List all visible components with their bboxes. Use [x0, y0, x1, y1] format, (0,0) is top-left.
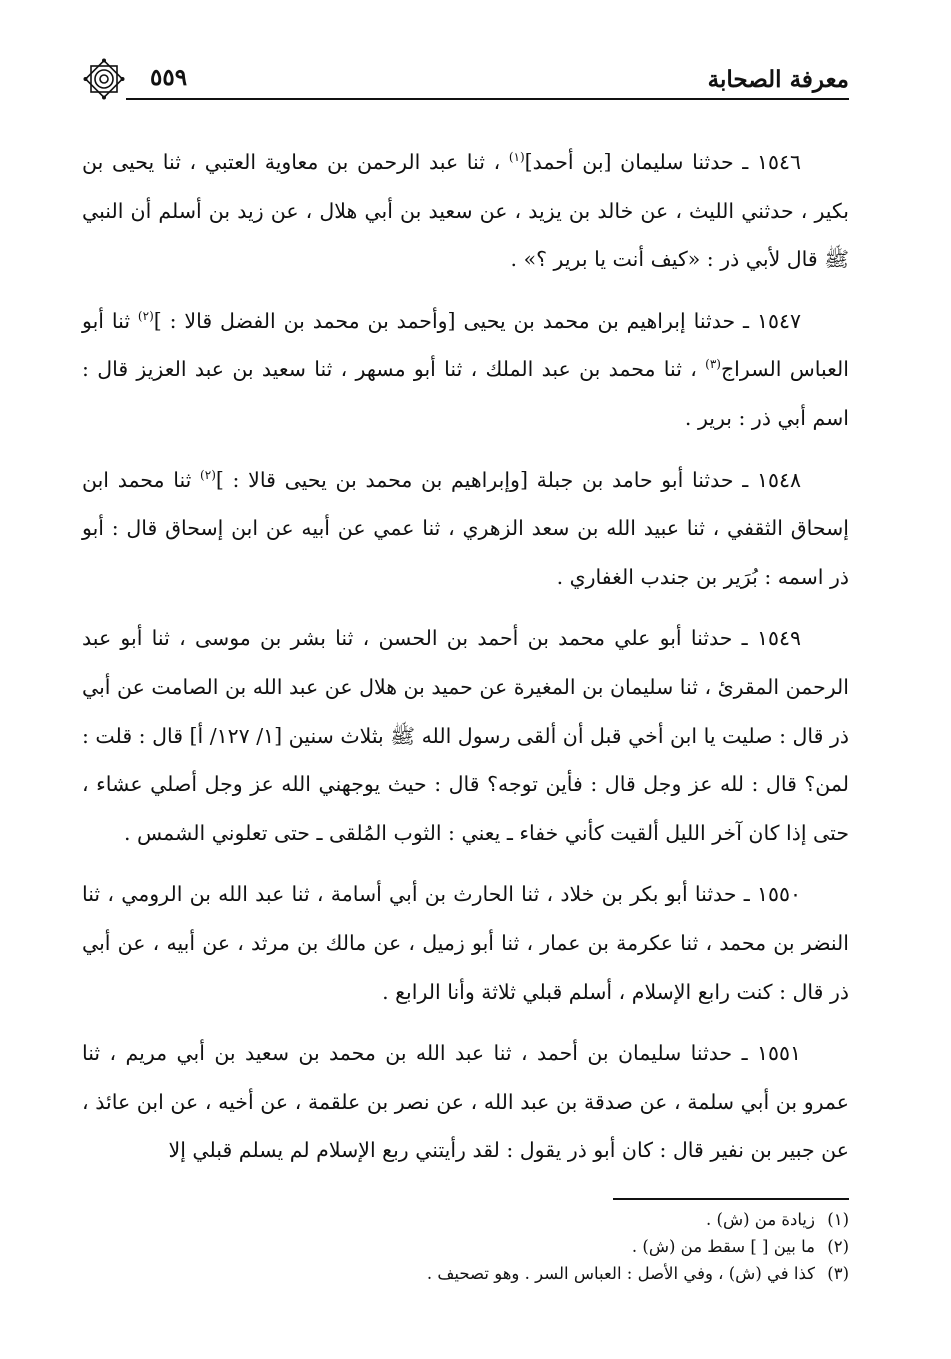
ornament-star-icon [82, 57, 126, 101]
hadith-1549: ١٥٤٩ ـ حدثنا أبو علي محمد بن أحمد بن الحسن ، ثنا بشر بن موسى ، ثنا أبو عبد الرحمن المقرئ ، ثنا سليمان بن المغيرة عن حميد بن هلال عن عبد الله بن الصامت عن أبي ذر قال : صليت يا ابن أخي قبل أن ألقى رسول الله ﷺ بثلاث سنين [١/ ١٢٧/ أ] قال : قلت : لمن؟ قال : لله عز وجل قال : فأين توجه؟ قال : حيث يوجهني الله عز وجل أصلي عشاء ، حتى إذا كان آخر الليل ألقيت كأني خفاء ـ يعني : الثوب المُلقى ـ حتى تعلوني الشمس . [82, 626, 849, 845]
footnote-3 [82, 1260, 849, 1287]
hadith-text: ١٥٤٨ ـ حدثنا أبو حامد بن جبلة [وإبراهيم بن محمد بن يحيى قالا : ] [215, 467, 801, 492]
hadith-text: ثنا أبو العباس السراج [82, 308, 849, 382]
footnote-ref: (١) [508, 150, 525, 165]
footnote-ref: (٢) [137, 308, 154, 323]
hadith-text: ثنا محمد ابن إسحاق الثقفي ، ثنا عبيد الله بن سعد الزهري ، ثنا عمي عن أبيه عن ابن إسحاق قال : أبو ذر اسمه : بُرَير بن جندب الغفاري . [82, 467, 849, 589]
footnote-separator [613, 1198, 849, 1200]
main-text [82, 138, 849, 1188]
hadith-text: ١٥٤٧ ـ حدثنا إبراهيم بن محمد بن يحيى [وأحمد بن محمد بن الفضل قالا : ] [153, 308, 802, 333]
hadith-text: ، ثنا محمد بن عبد الملك ، ثنا أبو مسهر ، ثنا سعيد بن عبد العزيز قال : اسم أبي ذر : برير . [82, 357, 849, 430]
page-number: ٥٥٩ [150, 64, 188, 91]
hadith-1551: ١٥٥١ ـ حدثنا سليمان بن أحمد ، ثنا عبد الله بن محمد بن سعيد بن أبي مريم ، ثنا عمرو بن أبي سلمة ، عن صدقة بن عبد الله ، عن نصر بن علقمة ، عن أخيه ، عن ابن عائذ ، عن جبير بن نفير قال : كان أبو ذر يقول : لقد رأيتني ربع الإسلام لم يسلم قبلي إلا [82, 1041, 849, 1163]
running-header [82, 60, 849, 100]
footnote-number: (١) [827, 1210, 849, 1229]
footnote-2 [82, 1233, 849, 1260]
footnote-text: زيادة من (ش) . [706, 1210, 815, 1229]
page-title: معرفة الصحابة [707, 66, 849, 93]
hadith-text: ، ثنا عبد الرحمن بن معاوية العتبي ، ثنا يحيى بن بكير ، حدثني الليث ، عن خالد بن يزيد ، عن سعيد بن أبي هلال ، عن زيد بن أسلم أن النبي ﷺ قال لأبي ذر : «كيف أنت يا برير ؟» . [82, 150, 849, 272]
hadith-1547 [82, 297, 849, 443]
header-rule [126, 98, 849, 100]
footnote-ref: (٢) [200, 467, 216, 482]
footnote-number: (٣) [827, 1264, 849, 1283]
hadith-text: ١٥٤٦ ـ حدثنا سليمان [بن أحمد] [524, 150, 801, 174]
footnote-text: كذا في (ش) ، وفي الأصل : العباس السر . وهو تصحيف . [426, 1264, 815, 1283]
hadith-1550: ١٥٥٠ ـ حدثنا أبو بكر بن خلاد ، ثنا الحارث بن أبي أسامة ، ثنا عبد الله بن الرومي ، ثنا النضر بن محمد ، ثنا عكرمة بن عمار ، ثنا أبو زميل ، عن مالك بن مرثد ، عن أبيه ، عن أبي ذر قال : كنت رابع الإسلام ، أسلم قبلي ثلاثة وأنا الرابع . [82, 882, 849, 1004]
footnote-number: (٢) [827, 1237, 849, 1256]
footnote-text: ما بين [ ] سقط من (ش) . [631, 1237, 815, 1256]
hadith-1546 [82, 138, 849, 284]
footnote-1 [82, 1206, 849, 1233]
footnotes [82, 1206, 849, 1287]
hadith-1548 [82, 456, 849, 602]
footnote-ref: (٣) [705, 357, 721, 372]
